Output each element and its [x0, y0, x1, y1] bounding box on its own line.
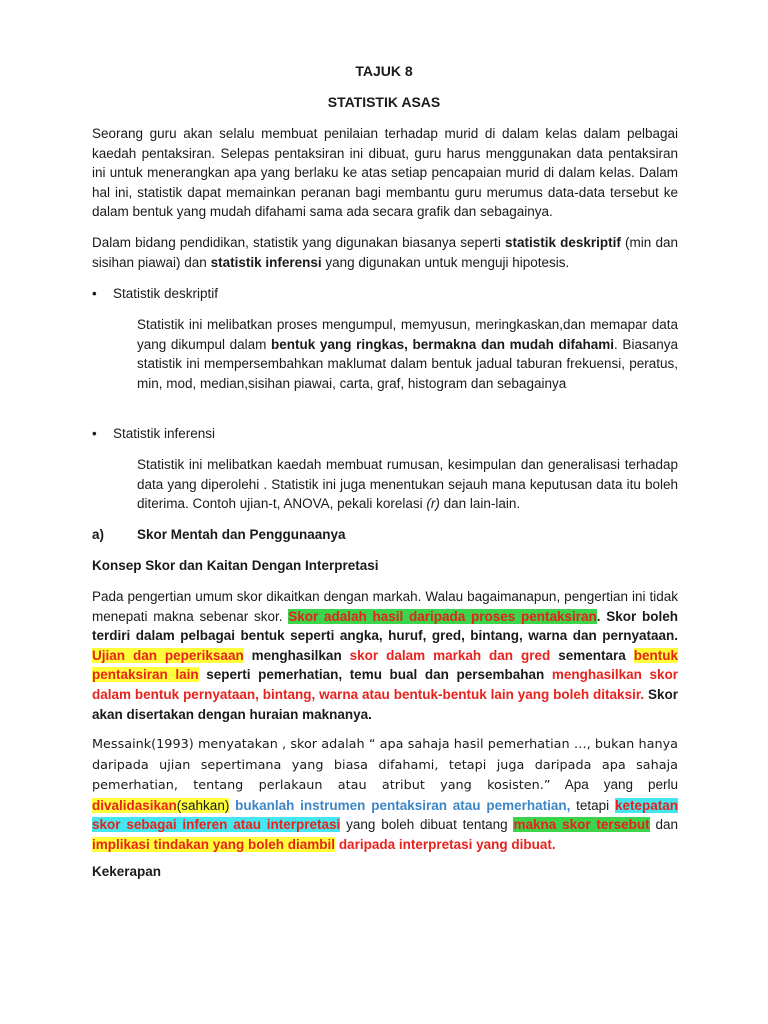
text-run: Statistik ini melibatkan kaedah membuat rumusan, kesimpulan dan generalisasi terhadap data yang diperolehi . Statistik ini juga menentukan sejauh mana keputusan data itu boleh diterima. Contoh ujian-t, ANOVA, pekali korelasi — [137, 457, 678, 512]
quote-text: Messaink(1993) menyatakan , skor adalah “ apa sahaja hasil pemerhatian …, bukan hanya daripada ujian sepertimana yang biasa difahami, tetapi juga daripada apa sahaja pemerhatian, tentang perlakaun atau atribut yang kosisten.” — [92, 737, 678, 794]
text-run: yang boleh dibuat tentang — [340, 817, 514, 833]
bold-phrase: bentuk yang ringkas, bermakna dan mudah difahami — [271, 336, 615, 352]
bullet-icon: • — [92, 426, 97, 441]
page-title: STATISTIK ASAS — [327, 94, 441, 110]
bold-run: Skor akan disertakan dengan huraian maknanya. — [92, 686, 679, 722]
highlight-yellow: Ujian dan peperiksaan — [92, 647, 244, 663]
bold-run: menghasilkan — [243, 647, 350, 663]
heading-kekerapan: Kekerapan — [92, 864, 162, 879]
bullet-item-inferensi — [92, 424, 215, 444]
intro-paragraph: Seorang guru akan selalu membuat penilaian terhadap murid di dalam kelas dalam pelbagai kaedah pentaksiran. Selepas pentaksiran ini dibuat, guru harus menggunakan data pentaksiran ini untuk menerangkan apa yang berlaku ke atas setiap pencapaian murid di dalam kelas. Dalam hal ini, statistik dapat memainkan peranan bagi membantu guru merumus data-data tersebut ke dalam bentuk yang mudah difahami sama ada secara grafik dan sebagainya. — [92, 126, 678, 220]
bold-run: seperti pemerhatian, temu bual dan persembahan — [198, 667, 552, 683]
red-phrase: menghasilkan skor dalam bentuk pernyataan, bintang, warna atau bentuk-bentuk lain yang boleh ditaksir. — [92, 667, 678, 702]
bold-run: sementara — [550, 647, 634, 663]
bullet-icon: • — [92, 286, 97, 301]
text-run: Statistik ini melibatkan proses mengumpul, memyusun, meringkaskan,dan memapar data yang dikumpul dalam — [137, 317, 678, 352]
text-run: . Biasanya statistik ini mempersembahkan maklumat dalam bentuk jadual taburan frekuensi, peratus, min, mod, median,sisihan piawai, carta, graf, histogram dan sebagainya — [137, 336, 678, 391]
text-run: Dalam bidang pendidikan, statistik yang digunakan biasanya seperti — [92, 235, 505, 250]
highlight-yellow: implikasi tindakan yang boleh diambil — [92, 836, 336, 852]
bullet-item-deskriptif — [92, 284, 218, 304]
text-run: yang digunakan untuk menguji hipotesis. — [321, 254, 570, 270]
highlight-yellow: divalidasikan — [92, 797, 177, 813]
red-phrase: daripada interpretasi yang dibuat. — [335, 836, 556, 852]
highlight-yellow: bentuk pentaksiran lain — [92, 647, 678, 683]
italic-symbol: (r) — [426, 496, 440, 512]
bold-term-inferensi: statistik inferensi — [210, 254, 322, 270]
text-run: Apa yang perlu — [550, 777, 678, 793]
bold-term-deskriptif: statistik deskriptif — [504, 235, 621, 250]
highlight-yellow: (sahkan) — [176, 797, 230, 813]
text-run: Pada pengertian umum skor dikaitkan dengan markah. Walau bagaimanapun, pengertian ini tidak menepati makna sebenar skor. — [92, 589, 678, 624]
deskriptif-description — [137, 315, 678, 393]
bullet-label: Statistik deskriptif — [113, 286, 219, 301]
chapter-label: TAJUK 8 — [355, 63, 413, 79]
highlight-cyan: ketepatan skor sebagai inferen atau interpretasi — [92, 797, 678, 833]
text-run: dan — [649, 817, 678, 833]
bullet-label: Statistik inferensi — [113, 426, 216, 441]
paragraph-statistics-types — [92, 233, 678, 272]
text-run: (min dan sisihan piawai) dan — [92, 235, 678, 270]
subheading: Konsep Skor dan Kaitan Dengan Interpretasi — [92, 558, 379, 573]
highlight-green: makna skor tersebut — [513, 817, 650, 833]
section-heading-a — [92, 525, 346, 545]
paragraph-messaink — [92, 734, 678, 855]
bold-run: . Skor boleh terdiri dalam pelbagai bentuk seperti angka, huruf, gred, bintang, warna dan pernyataan. — [92, 608, 678, 644]
text-run: dan lain-lain. — [439, 496, 521, 512]
blue-phrase: bukanlah instrumen pentaksiran atau pemerhatian, — [229, 797, 571, 813]
section-title: Skor Mentah dan Penggunaanya — [137, 527, 346, 542]
red-phrase: skor dalam markah dan gred — [349, 647, 551, 663]
inferensi-description — [137, 455, 678, 514]
text-run: tetapi — [570, 797, 615, 813]
section-number: a) — [92, 527, 105, 542]
paragraph-skor-concept — [92, 587, 678, 724]
highlight-green: Skor adalah hasil daripada proses pentaksiran — [288, 608, 597, 624]
